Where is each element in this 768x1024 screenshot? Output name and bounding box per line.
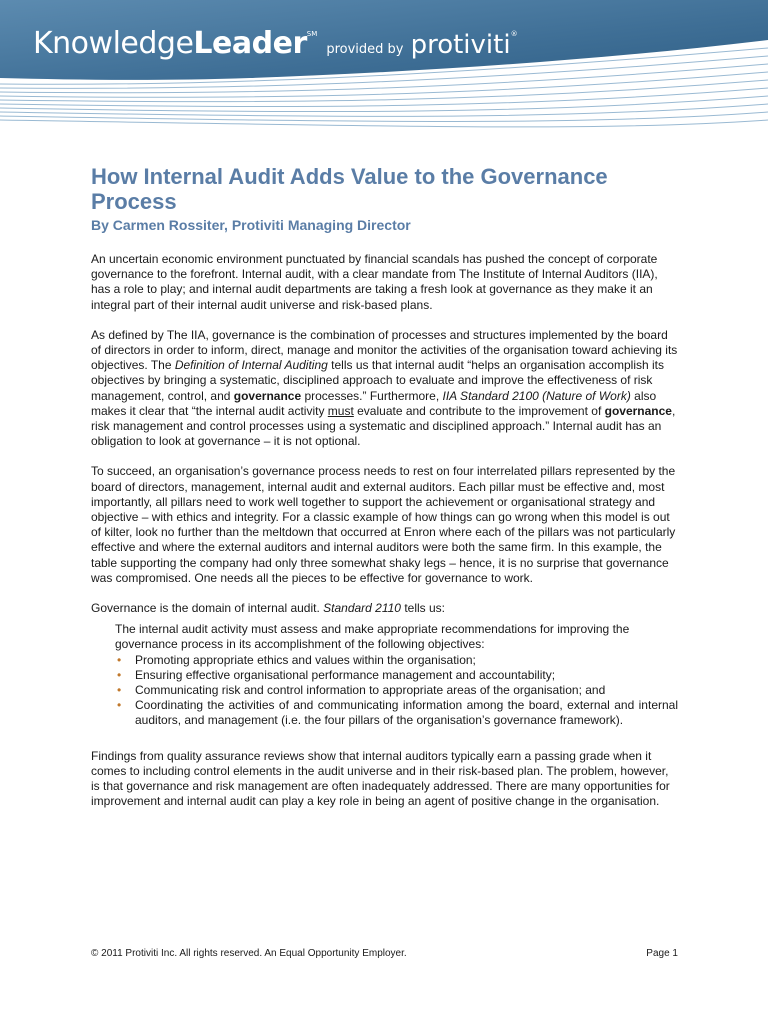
bullet-icon: • bbox=[117, 698, 122, 713]
paragraph-5: Findings from quality assurance reviews show that internal auditors typically earn a passing grade when it comes to including control elements in the audit universe and in their risk-based plan. The problem, however, is that governance and risk management are often inadequately addressed. There are many opportunities for improvement and internal audit can play a key role in being an agent of positive change in the organisation. bbox=[91, 748, 670, 809]
brand-logo bbox=[33, 26, 518, 61]
paragraph-3: To succeed, an organisation’s governance process needs to rest on four interrelated pillars represented by the board of directors, management, internal audit and external auditors. Each pillar must be effective and, most importantly, all pillars need to work well together to support the achievement or organisational strategy and objective – with ethics and integrity. For a classic example of how things can go wrong when this model is out of kilter, look no further than the meltdown that occurred at Enron where each of the pillars was not particularly effective and where the external auditors and internal auditors were both the same firm. In this example, the table supporting the company had only three somewhat shaky legs – hence, it is no surprise that governance was compromised. One needs all the pieces to be effective for governance to work. bbox=[91, 464, 676, 585]
list-item: • Ensuring effective organisational performance management and accountability; bbox=[117, 667, 556, 682]
registered-mark: ® bbox=[510, 30, 518, 38]
quote-intro: The internal audit activity must assess and make appropriate recommendations for improving the governance process in its accomplishment of the following objectives: bbox=[115, 622, 630, 652]
article-title: How Internal Audit Adds Value to the Governance Process bbox=[91, 164, 608, 214]
copyright-notice: © 2011 Protiviti Inc. All rights reserved. An Equal Opportunity Employer. bbox=[91, 948, 407, 959]
list-item: • Promoting appropriate ethics and values within the organisation; bbox=[117, 652, 476, 667]
protiviti-logo-text: protiviti bbox=[410, 30, 511, 60]
provided-by-label: provided by bbox=[326, 42, 404, 57]
banner-wave-graphic bbox=[0, 0, 768, 160]
paragraph-1: An uncertain economic environment punctuated by financial scandals has pushed the concept of corporate governance to the forefront. Internal audit, with a clear mandate from The Institute of Internal Auditors (IIA), has a role to play; and internal audit departments are taking a fresh look at governance as they make it an integral part of their internal audit universe and risk-based plans. bbox=[91, 252, 658, 312]
bullet-icon: • bbox=[117, 652, 122, 667]
list-item: • Communicating risk and control information to appropriate areas of the organisation; and bbox=[117, 683, 606, 698]
page-number: Page 1 bbox=[646, 948, 678, 959]
brand-name: KnowledgeLeader bbox=[33, 26, 307, 61]
standard-quote bbox=[115, 622, 678, 728]
bullet-icon: • bbox=[117, 667, 122, 682]
paragraph-2: As defined by The IIA, governance is the combination of processes and structures implemented by the board of directors in order to inform, direct, manage and monitor the activities of the organisation toward achieving its objectives. The Definition of Internal Auditing tells us that internal audit “helps an organisation accomplish its objectives by bringing a systematic, disciplined approach to evaluate and improve the effectiveness of risk management, control, and governance processes.” Furthermore, IIA Standard 2100 (Nature of Work) also makes it clear that “the internal audit activity must evaluate and contribute to the improvement of governance, risk management and control processes using a systematic and disciplined approach.” Internal audit has an obligation to look at governance – it is not optional. bbox=[91, 327, 678, 449]
paragraph-4: Governance is the domain of internal audit. Standard 2110 tells us: bbox=[91, 601, 445, 616]
list-item: • Coordinating the activities of and communicating information among the board, external and internal auditors, and management (i.e. the four pillars of the organisation’s governance framework). bbox=[117, 698, 678, 728]
article-body bbox=[91, 164, 678, 810]
article-byline: By Carmen Rossiter, Protiviti Managing Director bbox=[91, 217, 411, 233]
objectives-list bbox=[115, 653, 678, 729]
service-mark: SM bbox=[306, 30, 318, 38]
header-banner bbox=[0, 0, 768, 160]
page-footer bbox=[91, 948, 678, 959]
bullet-icon: • bbox=[117, 683, 122, 698]
